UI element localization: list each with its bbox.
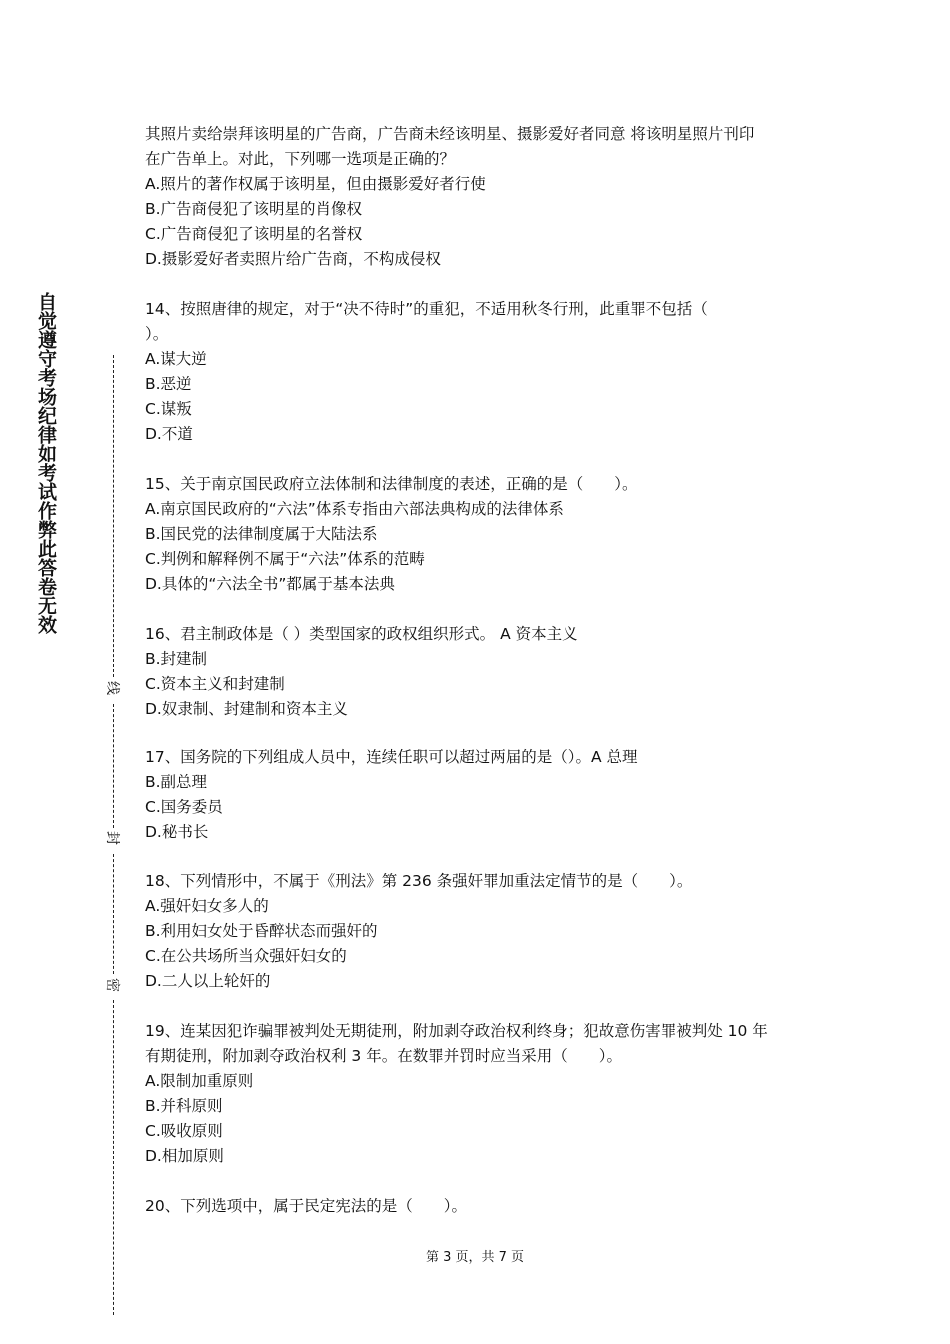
question-line: C.资本主义和封建制: [145, 675, 285, 693]
question-block: [145, 869, 810, 994]
question-block: [145, 297, 810, 447]
binding-line: [113, 854, 114, 974]
question-line: D.不道: [145, 425, 193, 443]
question-line: B.封建制: [145, 650, 208, 668]
question-line: B.利用妇女处于昏醉状态而强奸的: [145, 922, 378, 940]
seal-label-secret: 密: [104, 978, 120, 992]
page-number: 第 3 页，共 7 页: [425, 1250, 525, 1265]
question-line: D.摄影爱好者卖照片给广告商，不构成侵权: [145, 250, 441, 268]
question-line: A.照片的著作权属于该明星，但由摄影爱好者行使: [145, 175, 486, 193]
binding-line: [113, 355, 114, 677]
seal-label-line: 线: [104, 681, 120, 695]
question-line: C.在公共场所当众强奸妇女的: [145, 947, 347, 965]
question-line: 15、关于南京国民政府立法体制和法律制度的表述，正确的是（ ）。: [145, 475, 638, 493]
question-line: D.秘书长: [145, 823, 209, 841]
question-block: [145, 745, 810, 845]
question-line: A.强奸妇女多人的: [145, 897, 269, 915]
question-line: C.吸收原则: [145, 1122, 223, 1140]
question-line: 14、按照唐律的规定，对于“决不待时”的重犯，不适用秋冬行刑，此重罪不包括（: [145, 300, 708, 318]
question-line: A.谋大逆: [145, 350, 207, 368]
question-block: [145, 1194, 810, 1219]
question-line: 在广告单上。对此，下列哪一选项是正确的？: [145, 150, 456, 168]
question-line: B.广告商侵犯了该明星的肖像权: [145, 200, 363, 218]
question-line: A.限制加重原则: [145, 1072, 254, 1090]
question-line: D.相加原则: [145, 1147, 224, 1165]
binding-line: [113, 704, 114, 828]
question-line: B.国民党的法律制度属于大陆法系: [145, 525, 378, 543]
question-line: 16、君主制政体是（ ）类型国家的政权组织形式。 A 资本主义: [145, 625, 578, 643]
question-block: [145, 472, 810, 597]
question-line: 其照片卖给崇拜该明星的广告商，广告商未经该明星、摄影爱好者同意 将该明星照片刊印: [145, 125, 755, 143]
question-line: 19、连某因犯诈骗罪被判处无期徒刑，附加剥夺政治权利终身；犯故意伤害罪被判处 10 年: [145, 1022, 768, 1040]
question-line: B.副总理: [145, 773, 208, 791]
question-line: D.具体的“六法全书”都属于基本法典: [145, 575, 395, 593]
binding-line: [113, 1000, 114, 1315]
question-line: C.国务委员: [145, 798, 223, 816]
question-line: 20、下列选项中，属于民定宪法的是（ ）。: [145, 1197, 467, 1215]
question-line: C.谋叛: [145, 400, 192, 418]
question-line: ）。: [145, 325, 169, 343]
question-line: B.恶逆: [145, 375, 192, 393]
question-line: A.南京国民政府的“六法”体系专指由六部法典构成的法律体系: [145, 500, 564, 518]
question-block: [145, 622, 810, 722]
question-line: 有期徒刑，附加剥夺政治权利 3 年。在数罪并罚时应当采用（ ）。: [145, 1047, 622, 1065]
exam-discipline-notice: 自觉遵守考场纪律如考试作弊此答卷无效: [35, 292, 57, 634]
question-line: D.二人以上轮奸的: [145, 972, 271, 990]
question-line: D.奴隶制、封建制和资本主义: [145, 700, 348, 718]
seal-label-seal: 封: [104, 831, 120, 845]
question-line: 18、下列情形中，不属于《刑法》第 236 条强奸罪加重法定情节的是（ ）。: [145, 872, 693, 890]
question-line: C.判例和解释例不属于“六法”体系的范畴: [145, 550, 425, 568]
question-line: 17、国务院的下列组成人员中，连续任职可以超过两届的是（）。A 总理: [145, 748, 638, 766]
question-block: [145, 122, 810, 272]
question-line: C.广告商侵犯了该明星的名誉权: [145, 225, 363, 243]
question-line: B.并科原则: [145, 1097, 223, 1115]
question-block: [145, 1019, 810, 1169]
